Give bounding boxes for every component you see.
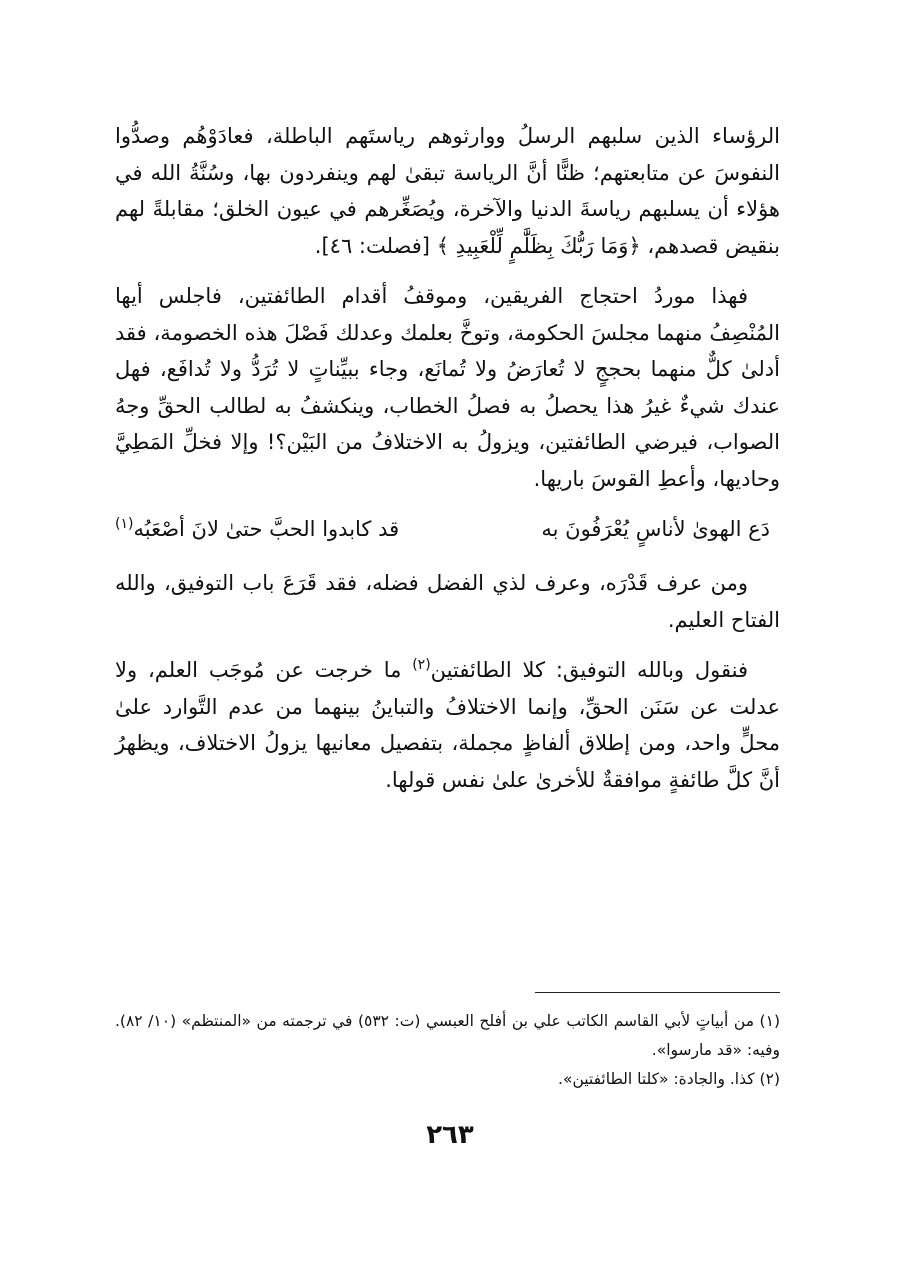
- verse-first-hemistich: دَع الهوىٰ لأناسٍ يُعْرَفُونَ به: [541, 517, 770, 541]
- paragraph-4-rest: ما خرجت عن مُوجَب العلم، ولا عدلت عن سَنَن الحقِّ، وإنما الاختلافُ والتباينُ بينهما من عدم التَّوارد علىٰ محلٍّ واحد، ومن إطلاق ألفاظٍ مجملة، بتفصيل معانيها يزولُ الاختلاف، ويظهرُ أنَّ كلَّ طائفةٍ موافقةٌ للأخرىٰ علىٰ نفس قولها.: [115, 658, 780, 792]
- footnote-marker-1: (١): [115, 516, 134, 532]
- paragraph-4-start: فنقول وبالله التوفيق: كلا الطائفتين: [430, 658, 748, 682]
- main-text: [115, 118, 780, 812]
- paragraph-1: [115, 118, 780, 264]
- footnote-1: (١) من أبياتٍ لأبي القاسم الكاتب علي بن أفلح العبسي (ت: ٥٣٢) في ترجمته من «المنتظم» (١٠/ ٨٢). وفيه: «قد مارسوا».: [115, 1012, 780, 1059]
- page-number: ٢٦٣: [426, 1120, 474, 1150]
- poetry-verse: [115, 511, 770, 547]
- paragraph-4: [115, 652, 780, 798]
- paragraph-1-text: الرؤساء الذين سلبهم الرسلُ ووارثوهم رياستَهم الباطلة، فعادَوْهُم وصدُّوا النفوسَ عن متابعتهم؛ ظنًّا أنَّ الرياسة تبقىٰ لهم وينفردون بها، وسُنَّةُ الله في هؤلاء أن يسلبهم رياسةَ الدنيا والآخرة، ويُصَغِّرهم في عيون الخلق؛ مقابلةً لهم بنقيض قصدهم،: [115, 124, 780, 258]
- footnote-2: (٢) كذا. والجادة: «كلتا الطائفتين».: [558, 1070, 780, 1088]
- verse-second-hemistich-text: قد كابدوا الحبَّ حتىٰ لانَ أصْعَبُه: [133, 517, 400, 541]
- quran-reference: [فصلت: ٤٦].: [314, 233, 430, 258]
- footnote-marker-2: (٢): [412, 657, 431, 673]
- footnote-divider: [535, 992, 780, 993]
- quran-verse: ﴿وَمَا رَبُّكَ بِظَلَّٰمٍ لِّلْعَبِيدِ ﴾: [436, 233, 641, 258]
- footnotes: [115, 992, 780, 1094]
- paragraph-3: ومن عرف قَدْرَه، وعرف لذي الفضل فضله، فقد قَرَعَ باب التوفيق، والله الفتاح العليم.: [115, 571, 780, 632]
- verse-second-hemistich: [115, 511, 399, 547]
- paragraph-2: فهذا موردُ احتجاج الفريقين، وموقفُ أقدام الطائفتين، فاجلس أيها المُنْصِفُ منهما مجلسَ الحكومة، وتوخَّ بعلمك وعدلك فَصْلَ هذه الخصومة، فقد أدلىٰ كلٌّ منهما بحججٍ لا تُعارَضُ ولا تُمانَع، وجاء ببيِّناتٍ لا تُرَدُّ ولا تُدافَع، فهل عندك شيءٌ غيرُ هذا يحصلُ به فصلُ الخطاب، وينكشفُ به لطالب الحقِّ وجهُ الصواب، فيرضي الطائفتين، ويزولُ به الاختلافُ من البَيْن؟! وإلا فخلِّ المَطِيَّ وحاديها، وأعطِ القوسَ باريها.: [115, 284, 780, 491]
